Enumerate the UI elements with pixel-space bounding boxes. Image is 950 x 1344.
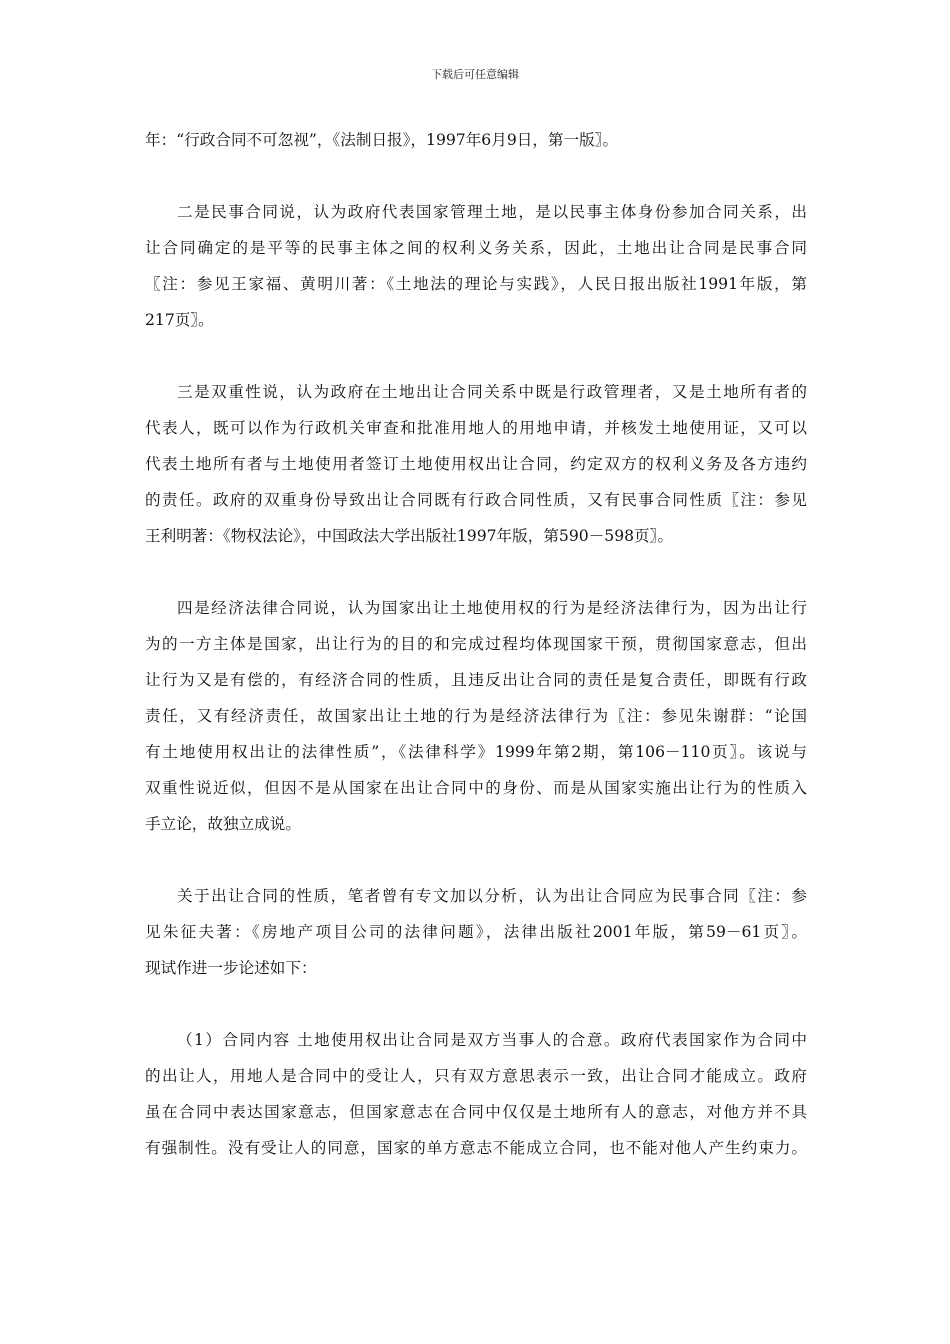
text-line: 让合同确定的是平等的民事主体之间的权利义务关系，因此，土地出让合同是民事合同 xyxy=(145,239,807,257)
paragraph-spacer xyxy=(145,986,807,1022)
text-line: 王利明著：《物权法论》，中国政法大学出版社1997年版，第590－598页〗。 xyxy=(145,527,674,545)
paragraph-spacer xyxy=(145,842,807,878)
paragraph xyxy=(145,878,807,986)
text-line: 年：“行政合同不可忽视”，《法制日报》，1997年6月9日，第一版〗。 xyxy=(145,131,619,149)
text-line: 〖注：参见王家福、黄明川著：《土地法的理论与实践》，人民日报出版社1991年版，第 xyxy=(145,275,807,293)
text-line: 见朱征夫著：《房地产项目公司的法律问题》，法律出版社2001年版，第59－61页〗。 xyxy=(145,923,807,941)
text-line: 现试作进一步论述如下： xyxy=(145,959,317,977)
page-header: 下载后可任意编辑 xyxy=(431,68,519,81)
text-line: 责任，又有经济责任，故国家出让土地的行为是经济法律行为〖注：参见朱谢群：“论国 xyxy=(145,707,807,725)
text-line: 让行为又是有偿的，有经济合同的性质，且违反出让合同的责任是复合责任，即既有行政 xyxy=(145,671,807,689)
paragraph xyxy=(145,374,807,554)
paragraph xyxy=(145,590,807,842)
text-line: 四是经济法律合同说，认为国家出让土地使用权的行为是经济法律行为，因为出让行 xyxy=(177,599,807,617)
paragraph-spacer xyxy=(145,338,807,374)
text-line: 双重性说近似，但因不是从国家在出让合同中的身份、而是从国家实施出让行为的性质入 xyxy=(145,779,807,797)
text-line: 的出让人，用地人是合同中的受让人，只有双方意思表示一致，出让合同才能成立。政府 xyxy=(145,1067,807,1085)
paragraph xyxy=(145,194,807,338)
text-line: 217页〗。 xyxy=(145,311,214,329)
text-line: 虽在合同中表达国家意志，但国家意志在合同中仅仅是土地所有人的意志，对他方并不具 xyxy=(145,1103,807,1121)
text-line: （1）合同内容 土地使用权出让合同是双方当事人的合意。政府代表国家作为合同中 xyxy=(177,1031,807,1049)
text-line: 二是民事合同说，认为政府代表国家管理土地，是以民事主体身份参加合同关系，出 xyxy=(177,203,807,221)
text-line: 代表土地所有者与土地使用者签订土地使用权出让合同，约定双方的权利义务及各方违约 xyxy=(145,455,807,473)
document-body xyxy=(145,122,807,1166)
text-line: 为的一方主体是国家，出让行为的目的和完成过程均体现国家干预，贯彻国家意志，但出 xyxy=(145,635,807,653)
text-line: 三是双重性说，认为政府在土地出让合同关系中既是行政管理者，又是土地所有者的 xyxy=(177,383,807,401)
text-line: 关于出让合同的性质，笔者曾有专文加以分析，认为出让合同应为民事合同〖注：参 xyxy=(177,887,807,905)
paragraph xyxy=(145,122,807,158)
text-line: 有土地使用权出让的法律性质”，《法律科学》1999年第2期，第106－110页〗。该说与 xyxy=(145,743,807,761)
text-line: 代表人，既可以作为行政机关审查和批准用地人的用地申请，并核发土地使用证，又可以 xyxy=(145,419,807,437)
text-line: 手立论，故独立成说。 xyxy=(145,815,301,833)
paragraph-spacer xyxy=(145,554,807,590)
paragraph xyxy=(145,1022,807,1166)
text-line: 的责任。政府的双重身份导致出让合同既有行政合同性质，又有民事合同性质〖注：参见 xyxy=(145,491,807,509)
paragraph-spacer xyxy=(145,158,807,194)
text-line: 有强制性。没有受让人的同意，国家的单方意志不能成立合同，也不能对他人产生约束力。 xyxy=(145,1139,807,1157)
